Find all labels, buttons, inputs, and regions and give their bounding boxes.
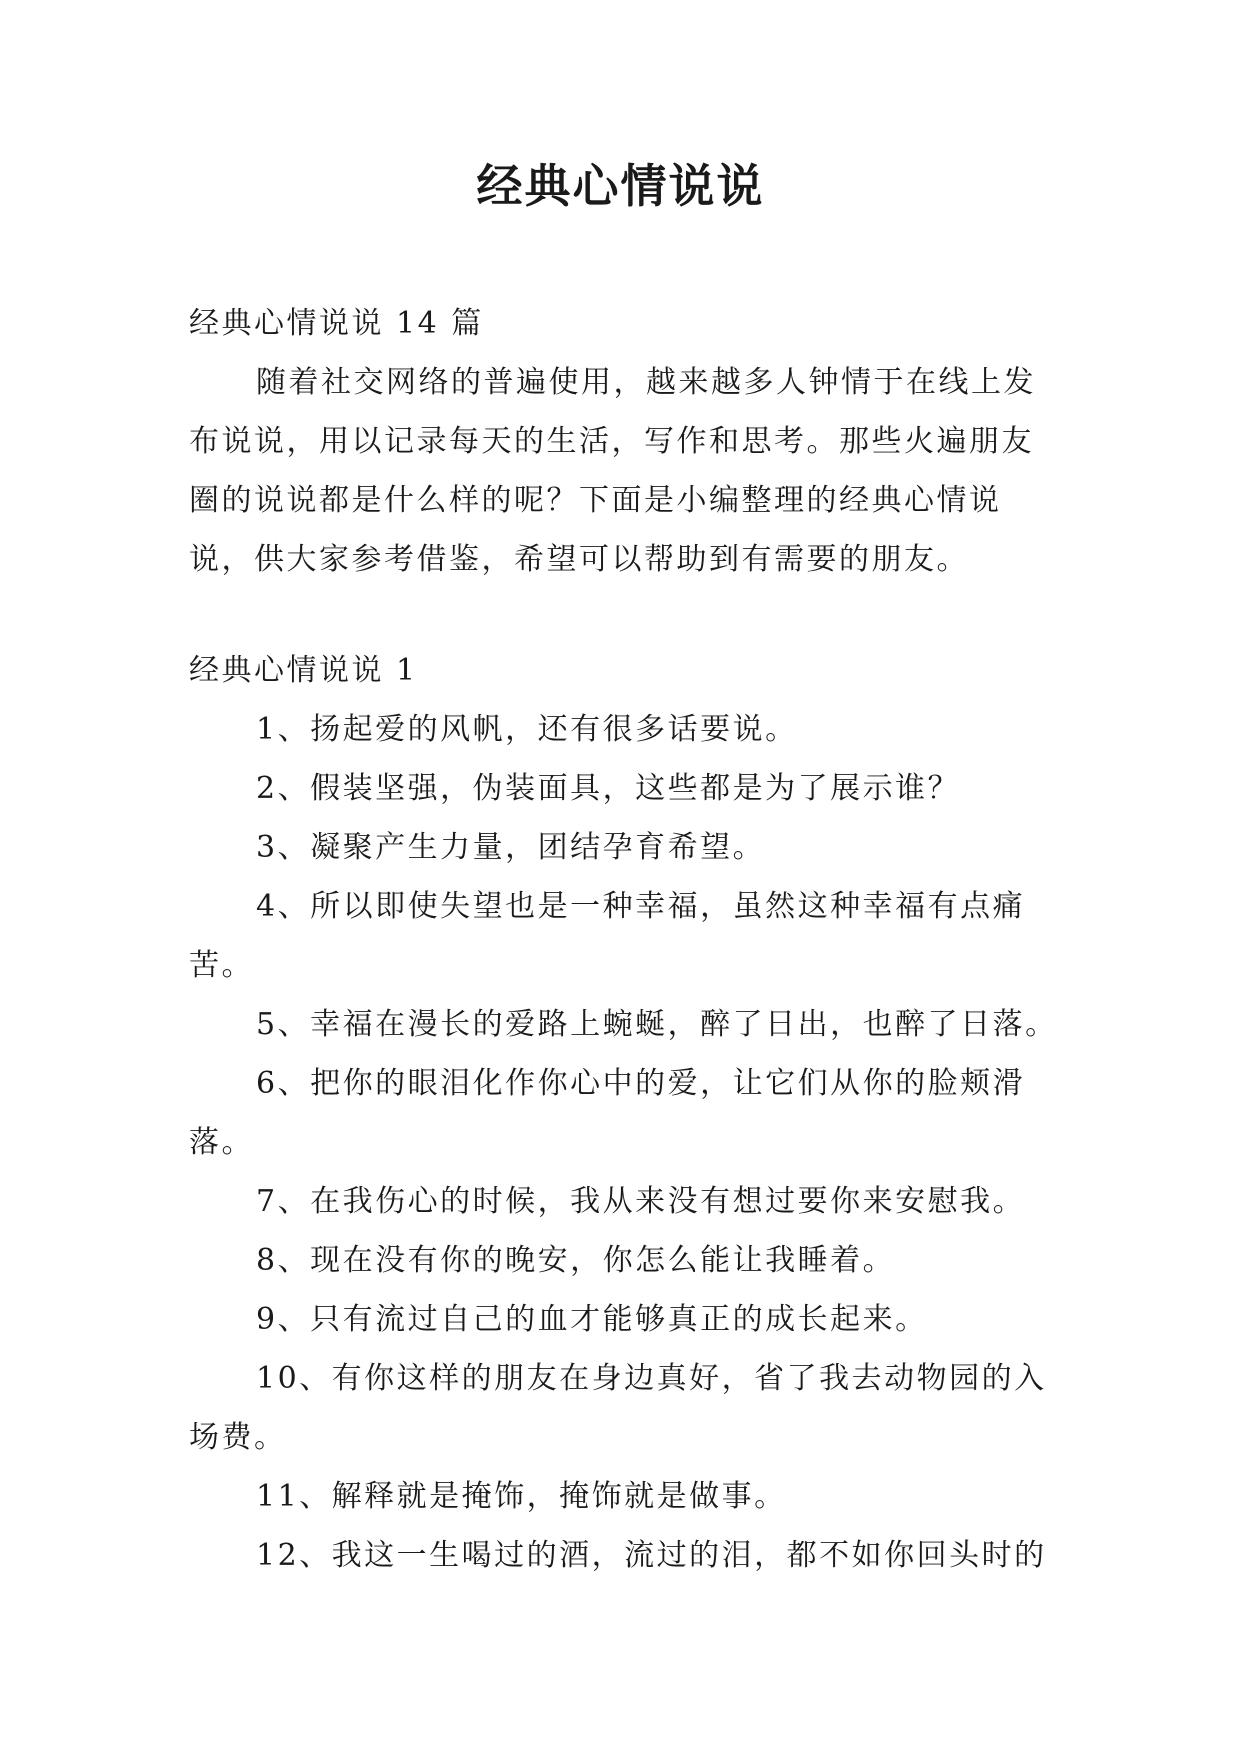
quote-line: 9、只有流过自己的血才能够真正的成长起来。	[256, 1302, 928, 1337]
intro-line: 圈的说说都是什么样的呢？下面是小编整理的经典心情说	[189, 483, 1002, 518]
quote-line: 8、现在没有你的晚安，你怎么能让我睡着。	[256, 1243, 896, 1278]
intro-line: 布说说，用以记录每天的生活，写作和思考。那些火遍朋友	[189, 424, 1034, 459]
section-heading: 经典心情说说 1	[189, 653, 418, 688]
page-title: 经典心情说说	[476, 159, 765, 213]
quote-line: 苦。	[189, 948, 254, 983]
subtitle: 经典心情说说 14 篇	[189, 306, 484, 341]
quote-line: 1、扬起爱的风帆，还有很多话要说。	[256, 712, 798, 747]
quote-line: 5、幸福在漫长的爱路上蜿蜒，醉了日出，也醉了日落。	[256, 1007, 1058, 1042]
intro-line: 说，供大家参考借鉴，希望可以帮助到有需要的朋友。	[189, 542, 969, 577]
quote-line: 场费。	[189, 1420, 287, 1455]
quote-line: 6、把你的眼泪化作你心中的爱，让它们从你的脸颊滑	[256, 1066, 1026, 1101]
quote-line: 7、在我伤心的时候，我从来没有想过要你来安慰我。	[256, 1184, 1026, 1219]
quote-line: 落。	[189, 1125, 254, 1160]
intro-line: 随着社交网络的普遍使用，越来越多人钟情于在线上发	[256, 365, 1036, 400]
quote-line: 2、假装坚强，伪装面具，这些都是为了展示谁？	[256, 771, 961, 806]
quote-line: 12、我这一生喝过的酒，流过的泪，都不如你回头时的	[256, 1538, 1047, 1573]
quote-line: 4、所以即使失望也是一种幸福，虽然这种幸福有点痛	[256, 889, 1026, 924]
quote-line: 10、有你这样的朋友在身边真好，省了我去动物园的入	[256, 1361, 1047, 1396]
quote-line: 3、凝聚产生力量，团结孕育希望。	[256, 830, 766, 865]
quote-line: 11、解释就是掩饰，掩饰就是做事。	[256, 1479, 787, 1514]
